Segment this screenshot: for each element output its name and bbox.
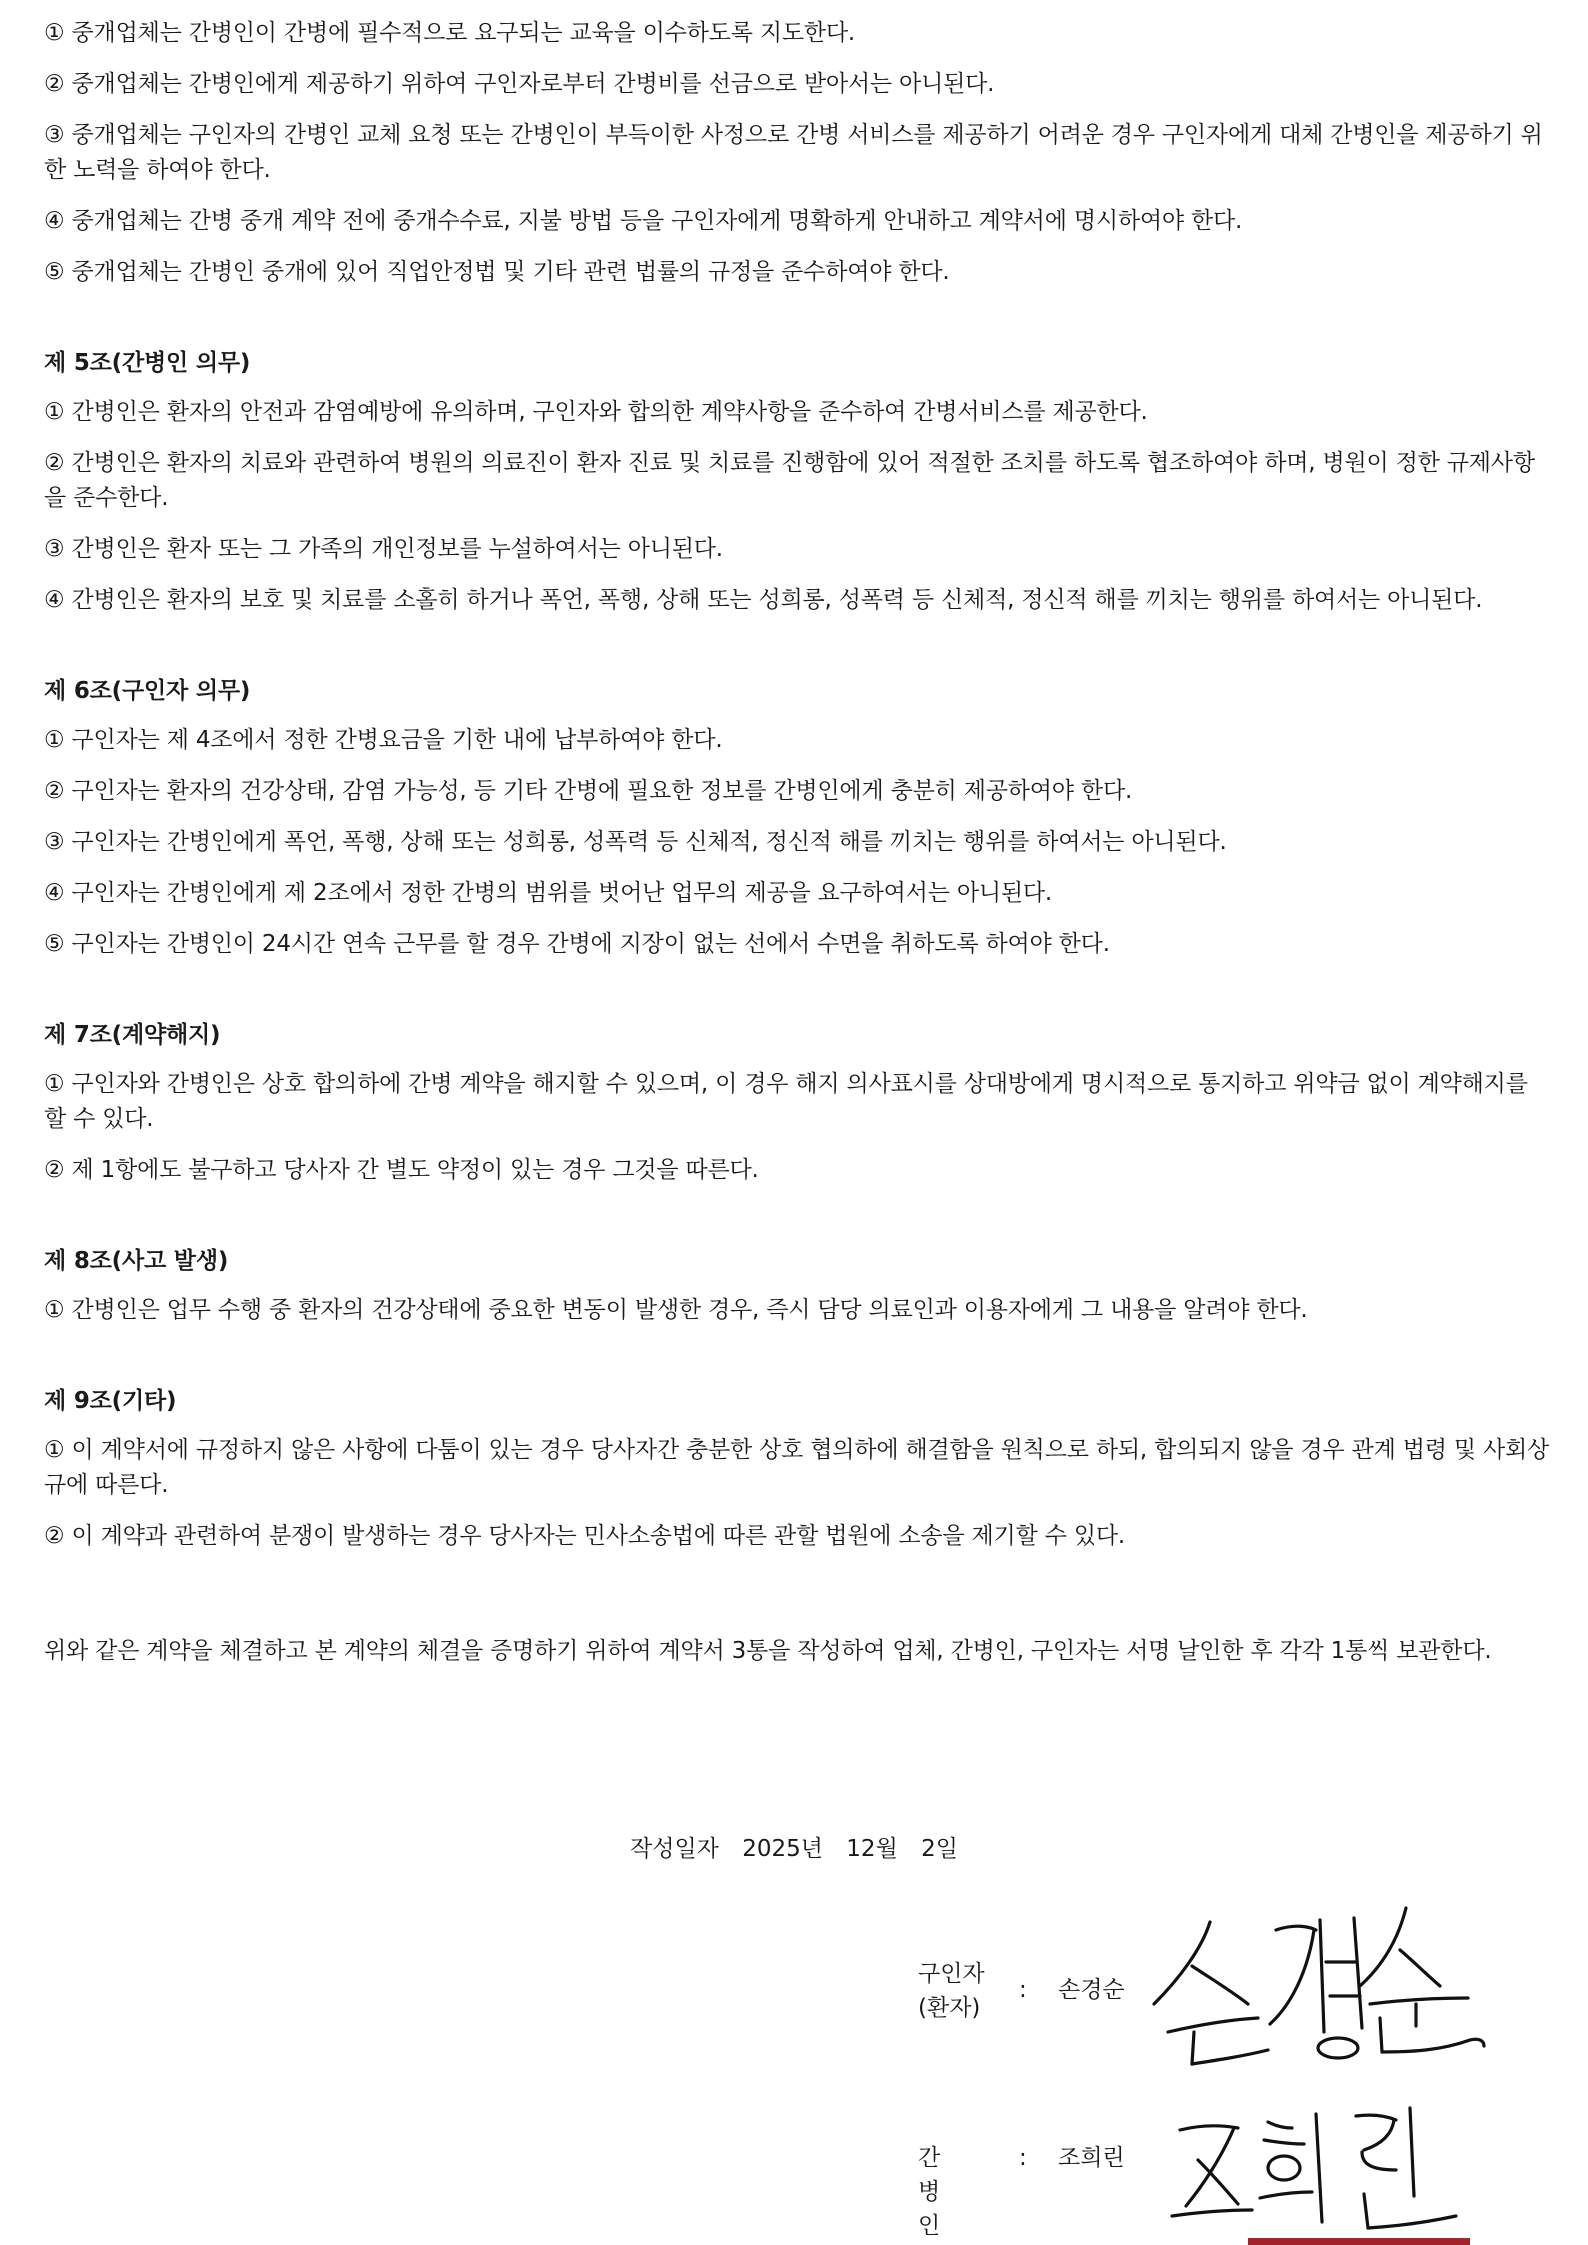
article-4-item-4: ④ 중개업체는 간병 중개 계약 전에 중개수수료, 지불 방법 등을 구인자에게 명확하게 안내하고 계약서에 명시하여야 한다. [44, 208, 1243, 234]
article-6-item-5: ⑤ 구인자는 간병인이 24시간 연속 근무를 할 경우 간병에 지장이 없는 선에서 수면을 취하도록 하여야 한다. [44, 931, 1110, 957]
article-8-item-1: ① 간병인은 업무 수행 중 환자의 건강상태에 중요한 변동이 발생한 경우, 즉시 담당 의료인과 이용자에게 그 내용을 알려야 한다. [44, 1297, 1308, 1323]
employer-signature-drawing [1148, 1900, 1498, 2070]
caregiver-colon: : [1019, 2145, 1027, 2171]
article-5-heading: 제 5조(간병인 의무) [44, 350, 251, 376]
article-8-heading: 제 8조(사고 발생) [44, 1248, 229, 1274]
article-9-item-1: ① 이 계약서에 규정하지 않은 사항에 다툼이 있는 경우 당사자간 충분한 상호 협의하에 해결함을 원칙으로 하되, 합의되지 않을 경우 관계 법령 및 사회상규에 따른다. [44, 1437, 1550, 1498]
article-4-item-2: ② 중개업체는 간병인에게 제공하기 위하여 구인자로부터 간병비를 선금으로 받아서는 아니된다. [44, 71, 995, 97]
date-year: 2025년 [742, 1836, 823, 1862]
article-6 [44, 674, 1554, 962]
article-9 [44, 1384, 1554, 1554]
closing-statement: 위와 같은 계약을 체결하고 본 계약의 체결을 증명하기 위하여 계약서 3통을 작성하여 업체, 간병인, 구인자는 서명 날인한 후 각각 1통씩 보관한다. [44, 1638, 1492, 1664]
date-label: 작성일자 [630, 1836, 719, 1862]
article-5-item-1: ① 간병인은 환자의 안전과 감염예방에 유의하며, 구인자와 합의한 계약사항을 준수하여 간병서비스를 제공한다. [44, 399, 1148, 425]
employer-colon: : [1019, 1977, 1027, 2003]
article-5-item-2: ② 간병인은 환자의 치료와 관련하여 병원의 의료진이 환자 진료 및 치료를 진행함에 있어 적절한 조치를 하도록 협조하여야 하며, 병원이 정한 규제사항을 준수한다. [44, 450, 1535, 511]
article-4-item-3: ③ 중개업체는 구인자의 간병인 교체 요청 또는 간병인이 부득이한 사정으로 간병 서비스를 제공하기 어려운 경우 구인자에게 대체 간병인을 제공하기 위한 노력을 하여야 한다. [44, 122, 1543, 183]
employer-role-line2: (환자) [918, 1995, 981, 2021]
article-8 [44, 1244, 1554, 1328]
article-7 [44, 1018, 1554, 1188]
contract-body [44, 16, 1554, 1669]
article-6-item-2: ② 구인자는 환자의 건강상태, 감염 가능성, 등 기타 간병에 필요한 정보를 간병인에게 충분히 제공하여야 한다. [44, 778, 1133, 804]
article-4-item-1: ① 중개업체는 간병인이 간병에 필수적으로 요구되는 교육을 이수하도록 지도한다. [44, 20, 856, 46]
article-7-item-2: ② 제 1항에도 불구하고 당사자 간 별도 약정이 있는 경우 그것을 따른다. [44, 1157, 759, 1183]
employer-role-line1: 구인자 [918, 1961, 985, 1987]
article-6-item-4: ④ 구인자는 간병인에게 제 2조에서 정한 간병의 범위를 벗어난 업무의 제공을 요구하여서는 아니된다. [44, 880, 1053, 906]
article-4-continuation [44, 16, 1554, 290]
seal-stamp-edge [1248, 2238, 1470, 2245]
caregiver-name: 조희린 [1058, 2145, 1125, 2171]
article-5-item-4: ④ 간병인은 환자의 보호 및 치료를 소홀히 하거나 폭언, 폭행, 상해 또는 성희롱, 성폭력 등 신체적, 정신적 해를 끼치는 행위를 하여서는 아니된다. [44, 587, 1483, 613]
date-line [0, 1832, 1588, 1867]
article-7-heading: 제 7조(계약해지) [44, 1022, 221, 1048]
article-9-heading: 제 9조(기타) [44, 1388, 177, 1414]
employer-name: 손경순 [1058, 1977, 1125, 2003]
article-4-item-5: ⑤ 중개업체는 간병인 중개에 있어 직업안정법 및 기타 관련 법률의 규정을 준수하여야 한다. [44, 259, 950, 285]
article-7-item-1: ① 구인자와 간병인은 상호 합의하에 간병 계약을 해지할 수 있으며, 이 경우 해지 의사표시를 상대방에게 명시적으로 통지하고 위약금 없이 계약해지를 할 수 있다. [44, 1071, 1528, 1132]
article-6-item-1: ① 구인자는 제 4조에서 정한 간병요금을 기한 내에 납부하여야 한다. [44, 727, 723, 753]
date-month: 12월 [846, 1836, 898, 1862]
article-5 [44, 346, 1554, 618]
article-6-item-3: ③ 구인자는 간병인에게 폭언, 폭행, 상해 또는 성희롱, 성폭력 등 신체적, 정신적 해를 끼치는 행위를 하여서는 아니된다. [44, 829, 1227, 855]
caregiver-role: 간병인 [918, 2145, 941, 2239]
caregiver-signature [1160, 2100, 1480, 2240]
article-6-heading: 제 6조(구인자 의무) [44, 678, 251, 704]
employer-signature [1148, 1900, 1498, 2070]
article-9-item-2: ② 이 계약과 관련하여 분쟁이 발생하는 경우 당사자는 민사소송법에 따른 관할 법원에 소송을 제기할 수 있다. [44, 1523, 1125, 1549]
article-5-item-3: ③ 간병인은 환자 또는 그 가족의 개인정보를 누설하여서는 아니된다. [44, 536, 723, 562]
caregiver-signature-drawing [1160, 2100, 1480, 2240]
date-day: 2일 [921, 1836, 958, 1862]
